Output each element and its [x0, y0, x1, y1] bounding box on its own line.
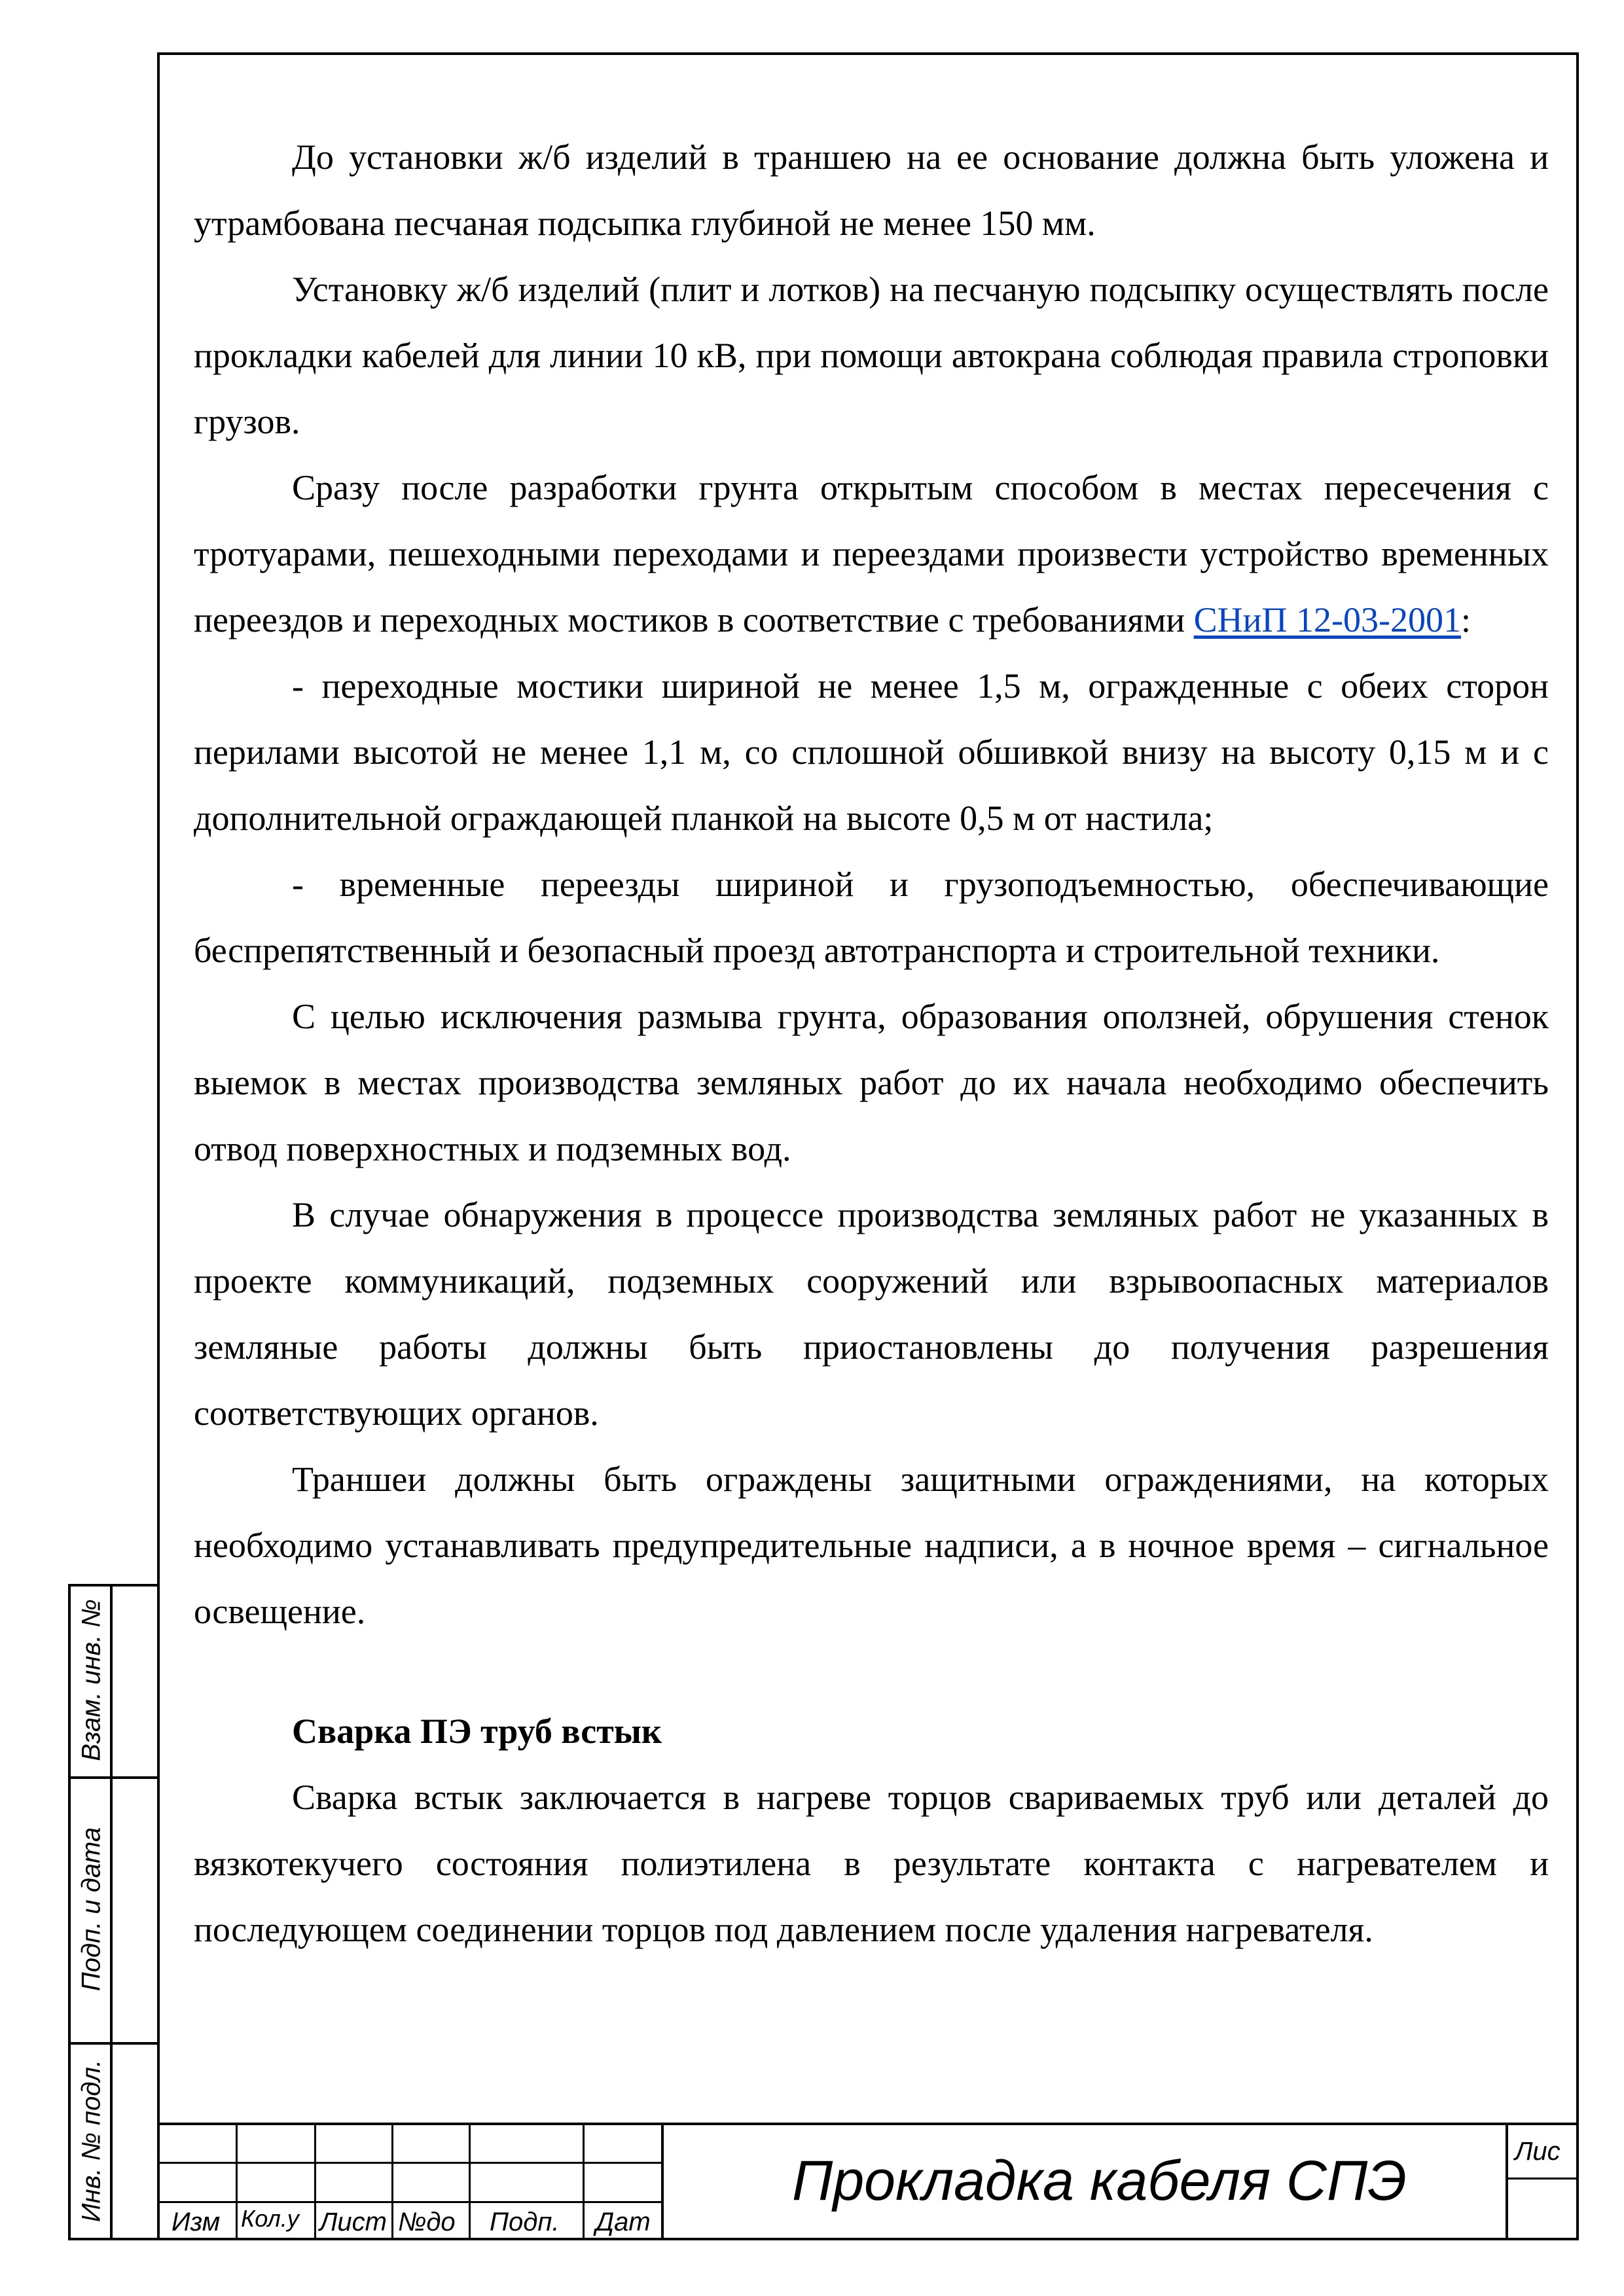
section-heading: Сварка ПЭ труб встык [292, 1712, 662, 1751]
tb-caption-ndoc: №до [398, 2208, 456, 2236]
tb-line [469, 2123, 471, 2240]
tb-line [661, 2123, 664, 2240]
tb-caption-sheet: Лис [1515, 2137, 1561, 2166]
tb-line [583, 2123, 585, 2240]
side-label-podp: Подп. и дата [77, 1827, 106, 1992]
paragraph: Траншеи должны быть ограждены защитными ограждениями, на которых необходимо устанавливать предупредительные надписи, а в ночное время – сигнальное освещение. [194, 1460, 1549, 1631]
tb-caption-kol: Кол.у [241, 2205, 299, 2232]
document-title: Прокладка кабеля СПЭ [792, 2149, 1407, 2212]
tb-caption-list: Лист [319, 2208, 387, 2236]
tb-caption-date: Дат [596, 2208, 651, 2236]
paragraph-text: Сразу после разработки грунта открытым способом в местах пересечения с тротуарами, пешеходными переходами и переездами произвести устройство временных переездов и переходных мостиков в соответствие с требованиями [194, 468, 1549, 639]
tb-line [157, 2123, 1579, 2125]
tb-caption-izm: Изм [171, 2208, 221, 2236]
side-stamp-strip [68, 1584, 157, 2240]
tb-line [1506, 2123, 1508, 2240]
tb-line [236, 2123, 238, 2240]
tb-line [391, 2123, 393, 2240]
paragraph: Установку ж/б изделий (плит и лотков) на песчаную подсыпку осуществлять после прокладки кабелей для линии 10 кВ, при помощи автокрана соблюдая правила строповки грузов. [194, 270, 1549, 441]
tb-line [314, 2123, 316, 2240]
side-divider [71, 2042, 157, 2045]
tb-line [1506, 2178, 1579, 2179]
paragraph-colon: : [1461, 600, 1471, 639]
paragraph: - временные переезды шириной и грузоподъемностью, обеспечивающие беспрепятственный и безопасный проезд автотранспорта и строительной техники. [194, 865, 1549, 970]
side-label-vzam: Взам. инв. № [77, 1599, 106, 1761]
tb-caption-podp: Подп. [490, 2208, 560, 2236]
paragraph: В случае обнаружения в процессе производства земляных работ не указанных в проекте коммуникаций, подземных сооружений или взрывоопасных материалов земляные работы должны быть приостановлены до получения разрешения соответствующих органов. [194, 1195, 1549, 1433]
tb-line [157, 2162, 662, 2164]
paragraph: До установки ж/б изделий в траншею на ее основание должна быть уложена и утрамбована песчаная подсыпка глубиной не менее 150 мм. [194, 137, 1549, 243]
paragraph: Сварка встык заключается в нагреве торцов свариваемых труб или деталей до вязкотекучего состояния полиэтилена в результате контакта с нагревателем и последующем соединении торцов под давлением после удаления нагревателя. [194, 1778, 1549, 1949]
paragraph: С целью исключения размыва грунта, образования оползней, обрушения стенок выемок в местах производства земляных работ до их начала необходимо обеспечить отвод поверхностных и подземных вод. [194, 997, 1549, 1168]
document-body [194, 124, 1549, 1963]
paragraph [194, 455, 1549, 653]
title-block [157, 2123, 1579, 2240]
side-divider [110, 1587, 113, 2238]
tb-line [157, 2201, 662, 2203]
side-divider [71, 1776, 157, 1779]
snip-link[interactable]: СНиП 12-03-2001 [1193, 600, 1462, 639]
side-label-inv: Инв. № подл. [77, 2059, 106, 2223]
paragraph: - переходные мостики шириной не менее 1,5 м, огражденные с обеих сторон перилами высотой не менее 1,1 м, со сплошной обшивкой внизу на высоту 0,15 м и с дополнительной ограждающей планкой на высоте 0,5 м от настила; [194, 666, 1549, 838]
